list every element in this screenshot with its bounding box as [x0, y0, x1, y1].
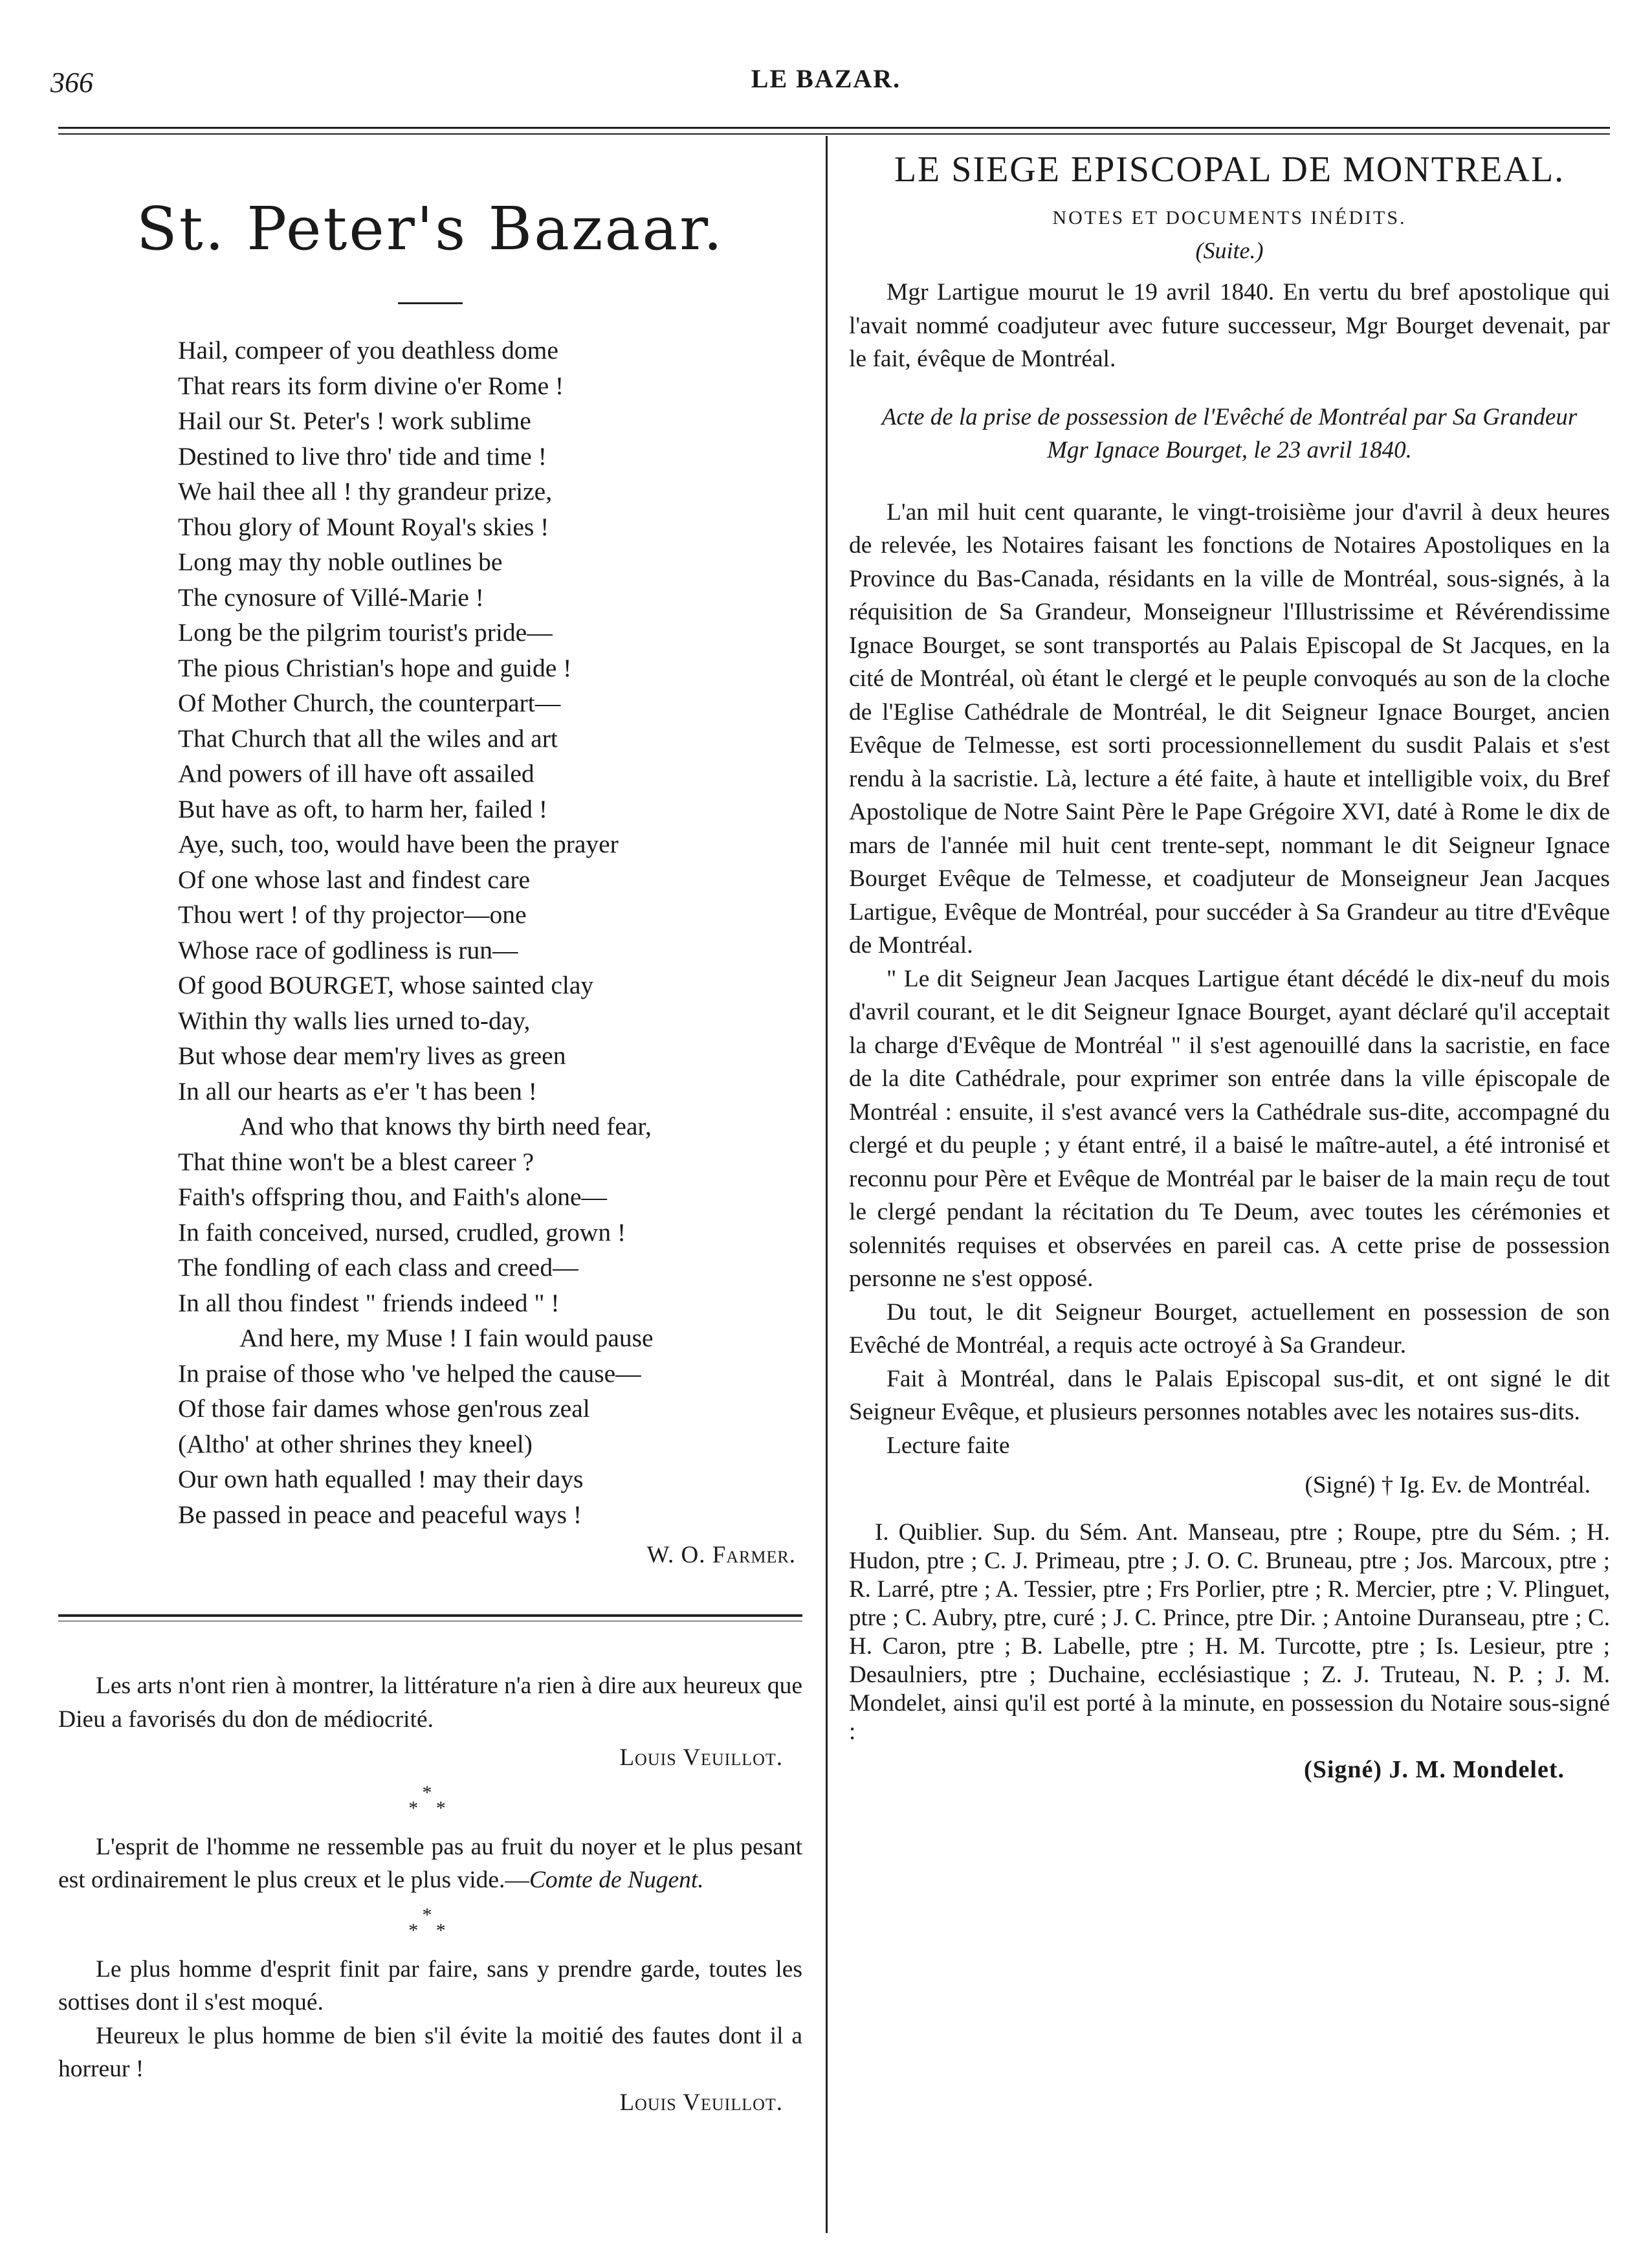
poem-line: And powers of ill have oft assailed	[178, 759, 534, 788]
poem-line: (Altho' at other shrines they kneel)	[178, 1429, 533, 1458]
article-title: LE SIEGE EPISCOPAL DE MONTREAL.	[894, 150, 1565, 190]
poem-line: In faith conceived, nursed, crudled, grown !	[178, 1217, 626, 1247]
poem-line: Within thy walls lies urned to-day,	[178, 1006, 531, 1035]
poem-line: That rears its form divine o'er Rome !	[178, 371, 564, 400]
poem-line: Of Mother Church, the counterpart—	[178, 689, 561, 717]
poem-line: Whose race of godliness is run—	[178, 935, 518, 964]
left-column	[58, 142, 802, 2233]
poem-line: Thou glory of Mount Royal's skies !	[178, 512, 549, 541]
maxim-text: Les arts n'ont rien à montrer, la littérature n'a rien à dire aux heureux que Dieu a favorisés du don de médiocrité.	[58, 1673, 802, 1733]
running-title: LE BAZAR.	[751, 64, 901, 93]
poem-line: But whose dear mem'ry lives as green	[178, 1041, 566, 1070]
poem-line: Aye, such, too, would have been the prayer	[178, 830, 619, 858]
poem-line: In all thou findest " friends indeed " !	[178, 1288, 560, 1317]
header-rule-top	[58, 127, 1610, 129]
maxim-text	[58, 1830, 802, 1897]
maxims	[58, 1669, 802, 2119]
right-column	[849, 142, 1610, 2233]
asterism: * * *	[408, 1904, 452, 1941]
poem-line: Long may thy noble outlines be	[178, 548, 503, 576]
poem-signature: W. O. Farmer.	[646, 1542, 796, 1568]
article-paragraph: " Le dit Seigneur Jean Jacques Lartigue étant décédé le dix-neuf du mois d'avril courant, et le dit Seigneur Ignace Bourget, ayant déclaré qu'il acceptait la charge d'Evêque de Montréal " il s'est agenouillé dans la sacristie, en face de la dite Cathédrale, pour exprimer son entrée dans la ville épiscopale de Montréal : ensuite, il s'est avancé vers la Cathédrale sus-dite, accompagné du clergé et du peuple ; y étant entré, il a baisé le maître-autel, a été intronisé et reconnu pour Père et Evêque de Montréal par le baiser de la main reçu de tout le clergé pendant la récitation du Te Deum, avec toutes les cérémonies et solennités requises et observées en pareil cas. A cette prise de possession personne ne s'est opposé.	[849, 965, 1610, 1292]
maxim-attribution: Louis Veuillot.	[619, 2089, 783, 2116]
header-rule-bottom	[58, 133, 1610, 135]
acte-title: Acte de la prise de possession de l'Evêché de Montréal par Sa Grandeur Mgr Ignace Bourget, le 23 avril 1840.	[881, 403, 1578, 463]
article-body	[849, 276, 1610, 1462]
poem-line: Be passed in peace and peaceful ways !	[178, 1500, 582, 1529]
maxim-attribution: Louis Veuillot.	[619, 1744, 783, 1771]
poem-line: The cynosure of Villé-Marie !	[178, 583, 484, 612]
poem-line: Destined to live thro' tide and time !	[178, 441, 547, 471]
maxim-attribution-inline: Comte de Nugent.	[529, 1867, 704, 1893]
article-intro: Mgr Lartigue mourut le 19 avril 1840. En vertu du bref apostolique qui l'avait nommé coadjuteur avec future successeur, Mgr Bourget devenait, par le fait, évêque de Montréal.	[849, 279, 1610, 372]
asterism: * * *	[408, 1781, 452, 1819]
column-divider	[826, 136, 828, 2233]
poem-line: Of good BOURGET, whose sainted clay	[178, 971, 594, 999]
poem-line: Of those fair dames whose gen'rous zeal	[178, 1394, 590, 1423]
title-rule	[398, 302, 463, 304]
maxim-text: Le plus homme d'esprit finit par faire, sans y prendre garde, toutes les sottises dont il s'est moqué.	[58, 1955, 802, 2016]
article-paragraph: L'an mil huit cent quarante, le vingt-troisième jour d'avril à deux heures de relevée, les Notaires faisant les fonctions de Notaires Apostoliques en la Province du Bas-Canada, résidants en la ville de Montréal, sous-signés, à la réquisition de Sa Grandeur, Monseigneur l'Illustrissime et Révérendissime Ignace Bourget, se sont transportés au Palais Episcopal de St Jacques, en la cité de Montréal, où étant le clergé et le peuple convoqués au son de la cloche de l'Eglise Cathédrale de Montréal, le dit Seigneur Ignace Bourget, ancien Evêque de Telmesse, est sorti processionnellement du susdit Palais et s'est rendu à la sacristie. Là, lecture a été faite, à haute et intelligible voix, du Bref Apostolique de Notre Saint Père le Pape Grégoire XVI, daté à Rome le dix de mars de l'année mil huit cent trente-sept, nommant le dit Seigneur Ignace Bourget Evêque de Telmesse, et coadjuteur de Monseigneur Jean Jacques Lartigue, Evêque de Montréal, pour succéder à Sa Grandeur au titre d'Evêque de Montréal.	[849, 498, 1610, 959]
poem-line: The fondling of each class and creed—	[178, 1253, 578, 1282]
poem-line: Hail, compeer of you deathless dome	[178, 336, 558, 364]
poem-line: Our own hath equalled ! may their days	[178, 1465, 584, 1493]
poem-line: Long be the pilgrim tourist's pride—	[178, 618, 553, 647]
poem-line: That thine won't be a blest career ?	[178, 1147, 534, 1176]
article-suite: (Suite.)	[1195, 238, 1264, 263]
poem-line: That Church that all the wiles and art	[178, 724, 558, 753]
signature-notary: (Signé) J. M. Mondelet.	[1304, 1756, 1565, 1783]
article-paragraph: Du tout, le dit Seigneur Bourget, actuellement en possession de son Evêché de Montréal, a requis acte octroyé à Sa Grandeur.	[849, 1298, 1610, 1359]
article-subtitle: NOTES ET DOCUMENTS INÉDITS.	[1052, 207, 1407, 228]
poem-title: St. Peter's Bazaar.	[136, 194, 725, 263]
article-paragraph: Fait à Montréal, dans le Palais Episcopal sus-dit, et ont signé le dit Seigneur Evêque, et plusieurs personnes notables avec les notaires sus-dits.	[849, 1365, 1610, 1425]
poem-line: Faith's offspring thou, and Faith's alone—	[178, 1183, 608, 1211]
poem-line: Of one whose last and findest care	[178, 865, 531, 894]
maxim-text: Heureux le plus homme de bien s'il évite la moitié des fautes dont il a horreur !	[58, 2022, 802, 2082]
signatories-list: I. Quiblier. Sup. du Sém. Ant. Manseau, ptre ; Roupe, ptre du Sém. ; H. Hudon, ptre ; C. J. Primeau, ptre ; J. O. C. Bruneau, ptre ; Jos. Marcoux, ptre ; R. Larré, ptre ; A. Tessier, ptre ; Frs Porlier, ptre ; R. Mercier, ptre ; V. Plinguet, ptre ; C. Aubry, ptre, curé ; J. C. Prince, ptre Dir. ; Antoine Duranseau, ptre ; C. H. Caron, ptre ; B. Labelle, ptre ; H. M. Turcotte, ptre ; Is. Lesieur, ptre ; Desaulniers, ptre ; Duchaine, ecclésiastique ; Z. J. Truteau, N. P. ; J. M. Mondelet, ainsi qu'il est porté à la minute, en possession du Notaire sous-signé :	[849, 1519, 1610, 1745]
poem-body	[178, 333, 802, 1532]
poem-line: We hail thee all ! thy grandeur prize,	[178, 477, 553, 506]
poem-line: But have as oft, to harm her, failed !	[178, 794, 547, 823]
maxim-text-body: L'esprit de l'homme ne ressemble pas au fruit du noyer et le plus pesant est ordinairement le plus creux et le plus vide.—	[58, 1833, 802, 1893]
poem-line: And who that knows thy birth need fear,	[239, 1112, 652, 1140]
poem-line: In all our hearts as e'er 't has been !	[178, 1076, 537, 1106]
poem-line: And here, my Muse ! I fain would pause	[239, 1324, 654, 1352]
poem-line: Thou wert ! of thy projector—one	[178, 900, 527, 929]
signature-bishop: (Signé) † Ig. Ev. de Montréal.	[1305, 1472, 1591, 1498]
poem-line: In praise of those who 've helped the cause—	[178, 1359, 641, 1388]
lecture-faite: Lecture faite	[887, 1432, 1010, 1459]
poem-line: Hail our St. Peter's ! work sublime	[178, 406, 531, 435]
section-rule	[58, 1614, 802, 1621]
page-number: 366	[50, 67, 93, 98]
poem-line: The pious Christian's hope and guide !	[178, 653, 572, 682]
